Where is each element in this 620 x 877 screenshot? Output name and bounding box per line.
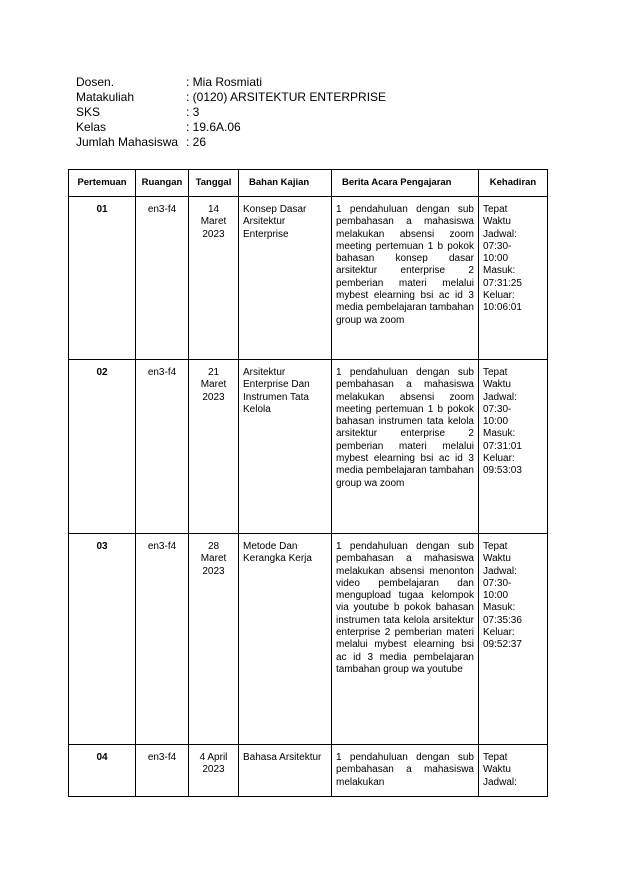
header-tanggal: Tanggal: [189, 170, 239, 197]
header-berita: Berita Acara Pengajaran: [332, 170, 479, 197]
header-kehadiran: Kehadiran: [479, 170, 548, 197]
cell-kehadiran: Tepat Waktu Jadwal: 07:30- 10:00 Masuk: 07:35:36 Keluar: 09:52:37: [479, 534, 548, 745]
cell-tanggal: 4 April 2023: [189, 745, 239, 797]
cell-pertemuan: 02: [69, 360, 136, 534]
cell-pertemuan: 03: [69, 534, 136, 745]
cell-tanggal: 14 Maret 2023: [189, 197, 239, 360]
matakuliah-label: Matakuliah: [76, 90, 135, 104]
table-row: [69, 197, 548, 360]
cell-tanggal: 21 Maret 2023: [189, 360, 239, 534]
course-info: [76, 75, 386, 150]
cell-bahan: Konsep Dasar Arsitektur Enterprise: [239, 197, 332, 360]
table-header-row: [69, 170, 548, 197]
kelas-label: Kelas: [76, 120, 107, 134]
sks-row: [76, 105, 386, 120]
cell-ruangan: en3-f4: [136, 197, 189, 360]
kelas-row: [76, 120, 386, 135]
attendance-table: [68, 169, 548, 797]
table-row: [69, 745, 548, 797]
table-row: [69, 360, 548, 534]
jumlah-value: : 26: [186, 135, 207, 149]
matakuliah-value: : (0120) ARSITEKTUR ENTERPRISE: [186, 90, 387, 104]
cell-bahan: Bahasa Arsitektur: [239, 745, 332, 797]
cell-pertemuan: 04: [69, 745, 136, 797]
sks-value: : 3: [186, 105, 200, 119]
jumlah-label: Jumlah Mahasiswa: [76, 135, 179, 149]
sks-label: SKS: [76, 105, 101, 119]
cell-kehadiran: Tepat Waktu Jadwal: 07:30- 10:00 Masuk: 07:31:01 Keluar: 09:53:03: [479, 360, 548, 534]
cell-berita: 1 pendahuluan dengan sub pembahasan a mahasiswa melakukan: [332, 745, 479, 797]
matakuliah-row: [76, 90, 386, 105]
kelas-value: : 19.6A.06: [186, 120, 241, 134]
jumlah-row: [76, 135, 386, 150]
header-ruangan: Ruangan: [136, 170, 189, 197]
cell-pertemuan: 01: [69, 197, 136, 360]
cell-kehadiran: Tepat Waktu Jadwal:: [479, 745, 548, 797]
cell-berita: 1 pendahuluan dengan sub pembahasan a mahasiswa melakukan absensi zoom meeting pertemuan 1 b pokok bahasan konsep dasar arsitektur enterprise 2 pemberian materi melalui mybest elearning bsi ac id 3 media pembelajaran tambahan group wa zoom: [332, 197, 479, 360]
cell-berita: 1 pendahuluan dengan sub pembahasan a mahasiswa melakukan absensi zoom meeting pertemuan 1 b pokok bahasan instrumen tata kelola arsitektur enterprise 2 pemberian materi melalui mybest elearning bsi ac id 3 media pembelajaran tambahan group wa zoom: [332, 360, 479, 534]
dosen-row: [76, 75, 386, 90]
cell-berita: 1 pendahuluan dengan sub pembahasan a mahasiswa melakukan absensi menonton video pembelajaran dan mengupload tugaa kelompok via youtube b pokok bahasan instrumen tata kelola arsitektur enterprise 2 pemberian materi melalui mybest elearning bsi ac id 3 media pembelajaran tambahan group wa youtube: [332, 534, 479, 745]
cell-ruangan: en3-f4: [136, 360, 189, 534]
cell-kehadiran: Tepat Waktu Jadwal: 07:30- 10:00 Masuk: 07:31:25 Keluar: 10:06:01: [479, 197, 548, 360]
header-bahan: Bahan Kajian: [239, 170, 332, 197]
cell-ruangan: en3-f4: [136, 745, 189, 797]
header-pertemuan: Pertemuan: [69, 170, 136, 197]
dosen-value: : Mia Rosmiati: [186, 75, 263, 89]
cell-bahan: Metode Dan Kerangka Kerja: [239, 534, 332, 745]
cell-tanggal: 28 Maret 2023: [189, 534, 239, 745]
cell-ruangan: en3-f4: [136, 534, 189, 745]
dosen-label: Dosen.: [76, 75, 115, 89]
table-row: [69, 534, 548, 745]
cell-bahan: Arsitektur Enterprise Dan Instrumen Tata Kelola: [239, 360, 332, 534]
